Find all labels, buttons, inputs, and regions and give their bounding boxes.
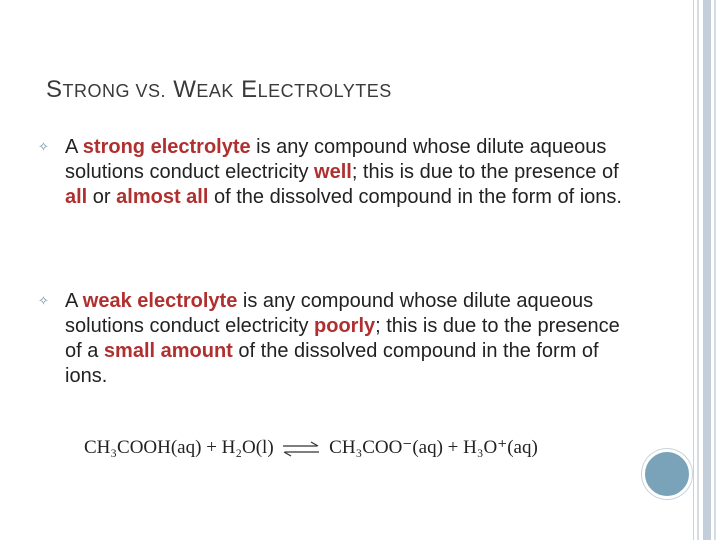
equilibrium-arrows-icon	[281, 441, 321, 457]
highlight-term: well	[314, 161, 352, 183]
highlight-term: weak electrolyte	[82, 290, 238, 312]
title-smallcaps: LECTROLYTES	[257, 81, 392, 101]
title-smallcaps: EAK	[196, 81, 234, 101]
text: is any compound whose dilute aqueous solutions conduct electricity	[65, 136, 607, 183]
decorative-stripe	[697, 0, 699, 540]
highlight-term: poorly	[314, 315, 376, 337]
title-cap: W	[173, 76, 197, 103]
text: ; this is due to the presence of	[351, 161, 619, 183]
bullet-weak-electrolyte	[65, 289, 635, 389]
decorative-stripe	[703, 0, 711, 540]
decorative-stripe	[714, 0, 716, 540]
equation-products: CH₃COO⁻(aq) + H₃O⁺(aq)	[329, 437, 538, 458]
title-smallcaps: TRONG VS.	[62, 81, 167, 101]
title-cap: E	[241, 76, 258, 103]
highlight-term: almost all	[116, 186, 209, 208]
text: or	[87, 186, 117, 208]
chemical-equation	[84, 436, 538, 459]
decorative-stripe	[693, 0, 694, 540]
decorative-circle	[642, 449, 692, 499]
equation-reactants: CH₃COOH(aq) + H₂O(l)	[84, 437, 274, 458]
slide-title	[46, 76, 392, 104]
highlight-term: small amount	[103, 340, 233, 362]
text: of the dissolved compound in the form of ions.	[65, 340, 599, 387]
text: A	[65, 136, 83, 158]
bullet-strong-electrolyte	[65, 135, 635, 210]
text: of the dissolved compound in the form of ions.	[208, 186, 622, 208]
text: ; this is due to the presence of a	[65, 315, 620, 362]
diamond-bullet-icon: ✧	[38, 139, 49, 154]
text: is any compound whose dilute aqueous solutions conduct electricity	[65, 290, 594, 337]
highlight-term: strong electrolyte	[82, 136, 251, 158]
title-cap: S	[46, 76, 63, 103]
diamond-bullet-icon: ✧	[38, 293, 49, 308]
highlight-term: all	[65, 186, 88, 208]
text: A	[65, 290, 83, 312]
